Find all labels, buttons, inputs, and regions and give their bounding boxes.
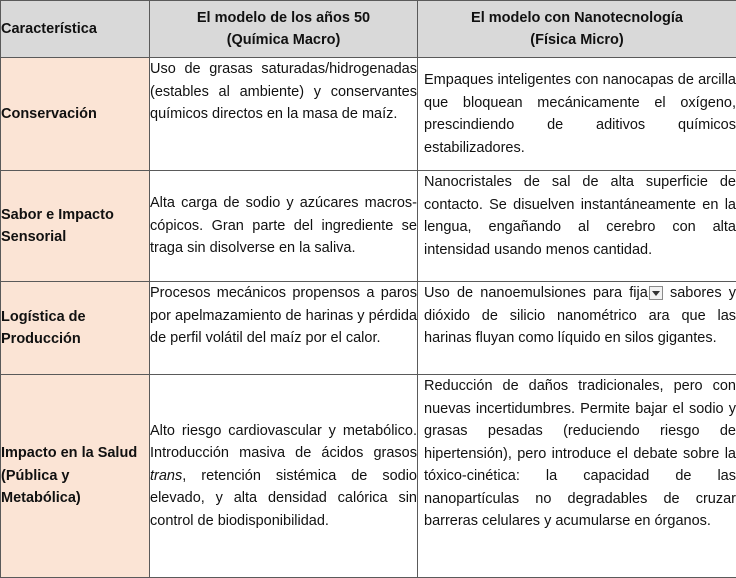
cell-text: Uso de nanoemulsiones para fija	[424, 285, 648, 301]
dropdown-arrow-icon[interactable]	[649, 286, 663, 300]
header-modelo-nano-subtitle: (Física Micro)	[530, 32, 623, 48]
row-label-sabor[interactable]: Sabor e Impacto Sensorial	[1, 171, 150, 282]
table-row	[1, 282, 736, 375]
row-label-conservacion[interactable]: Conservación	[1, 58, 150, 171]
cell-text: sabores y dióxido de silicio nanométrico	[424, 285, 736, 324]
cell-nano-logistica[interactable]	[418, 282, 736, 375]
cell-nano-salud[interactable]: Reducción de daños tradicionales, pero con nuevas incertidumbres. Permite bajar el sodio y grasas pesadas (reduciendo riesgo de hipertensión), pero introduce el debate sobre la tóxico-cinética: la capacidad de las nanopartículas no degradables de cruzar barreras celulares y acumularse en órganos.	[418, 375, 736, 578]
row-label-salud[interactable]: Impacto en la Salud (Pública y Metabólica)	[1, 375, 150, 578]
table-row	[1, 58, 736, 171]
cell-macro-sabor[interactable]: Alta carga de sodio y azúcares macros-cópicos. Gran parte del ingrediente se traga sin disolverse en la saliva.	[150, 171, 418, 282]
row-label-logistica[interactable]: Logística de Producción	[1, 282, 150, 375]
header-caracteristica[interactable]: Característica	[1, 1, 150, 58]
cell-text-italic: trans	[150, 468, 182, 484]
header-row	[1, 1, 736, 58]
cell-text: Alto riesgo cardiovascular y metabólico. Introducción masiva de ácidos grasos	[150, 423, 417, 462]
cell-macro-logistica[interactable]: Procesos mecánicos propensos a paros por apelmazamiento de harinas y pérdida de perfil volátil del maíz por el calor.	[150, 282, 418, 375]
header-modelo-50-subtitle: (Química Macro)	[227, 32, 341, 48]
cell-macro-salud[interactable]	[150, 375, 418, 578]
header-modelo-50-title: El modelo de los años 50	[197, 10, 370, 26]
cell-text: ara que las harinas fluyan como líquido en silos gigantes.	[424, 308, 736, 347]
cell-macro-conservacion[interactable]: Uso de grasas saturadas/hidrogenadas (estables al ambiente) y conservantes químicos directos en la masa de maíz.	[150, 58, 418, 171]
header-modelo-50[interactable]	[150, 1, 418, 58]
cell-text: , retención sistémica de sodio elevado, y alta densidad calórica sin control de biodisponibilidad.	[150, 468, 417, 529]
header-modelo-nano[interactable]	[418, 1, 736, 58]
table-row	[1, 171, 736, 282]
header-modelo-nano-title: El modelo con Nanotecnología	[471, 10, 683, 26]
cell-nano-conservacion[interactable]: Empaques inteligentes con nanocapas de arcilla que bloquean mecánicamente el oxígeno, prescindiendo de aditivos químicos estabilizadores.	[418, 58, 736, 171]
table-row	[1, 375, 736, 578]
cell-nano-sabor[interactable]: Nanocristales de sal de alta superficie de contacto. Se disuelven instantáneamente en la lengua, engañando al cerebro con alta intensidad usando menos cantidad.	[418, 171, 736, 282]
